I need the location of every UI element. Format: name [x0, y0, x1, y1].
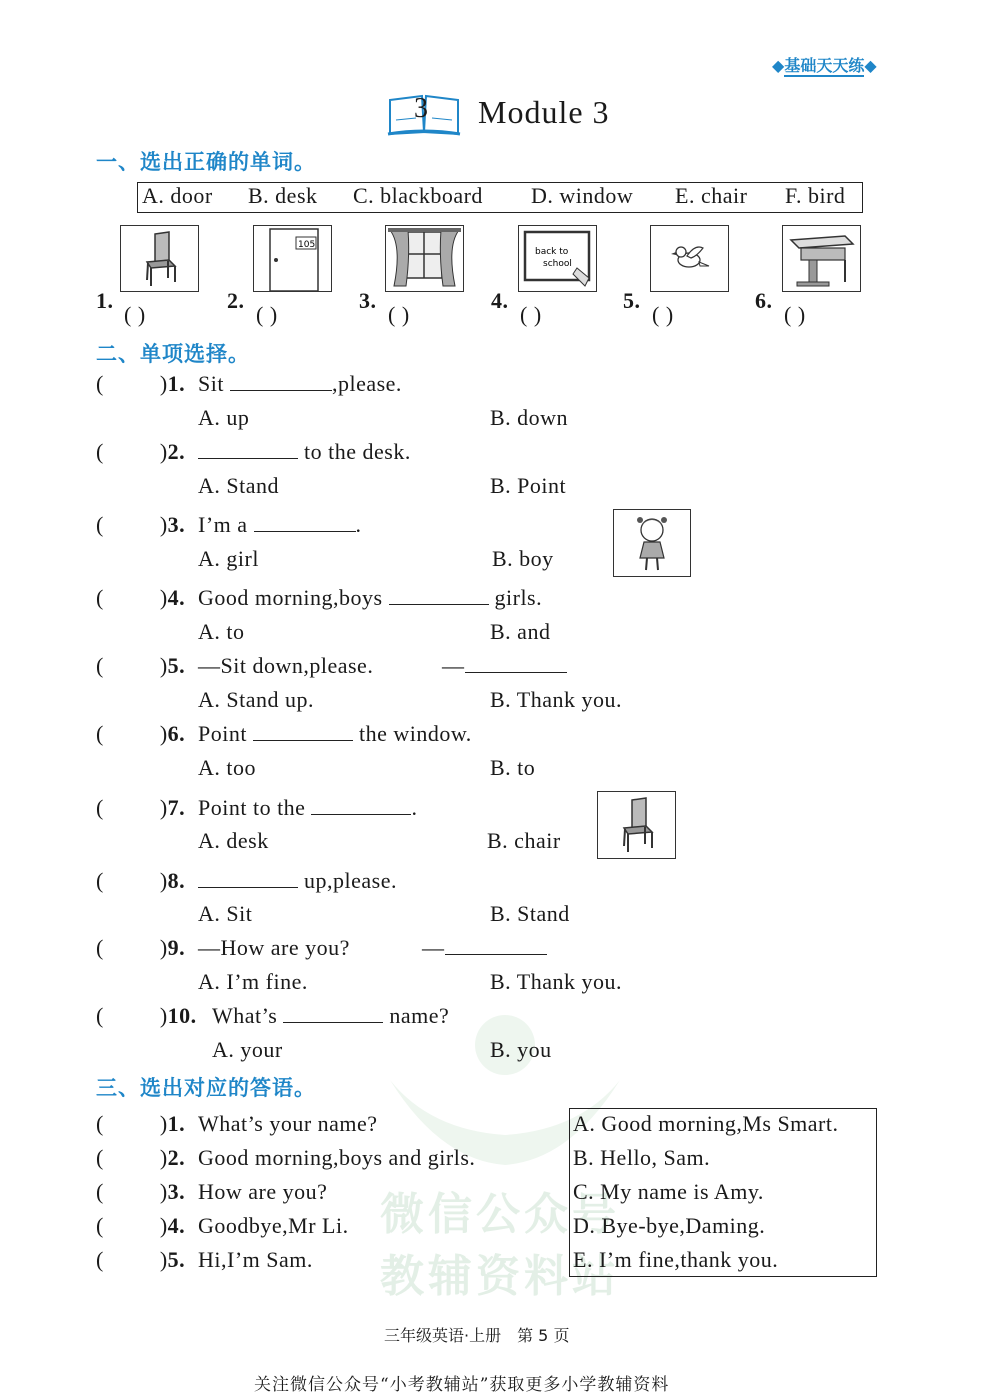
s2-q7-blank[interactable] — [311, 796, 411, 815]
s3-q4-paren[interactable]: ( )4. — [96, 1213, 186, 1238]
s3-q3-paren[interactable]: ( )3. — [96, 1179, 186, 1204]
s2-q8-option-a[interactable]: A. Sit — [198, 901, 253, 926]
s2-q5-paren[interactable]: ( )5. — [96, 653, 186, 678]
bird-icon — [650, 225, 729, 292]
s3-q3-text: How are you? — [198, 1179, 328, 1204]
s1-answer-5[interactable]: ( ) — [652, 302, 674, 327]
chair-icon — [597, 791, 676, 859]
s2-q6-option-b[interactable]: B. to — [490, 755, 536, 780]
section2-title: 二、单项选择。 — [96, 342, 250, 366]
s1-answer-1[interactable]: ( ) — [124, 302, 146, 327]
s3-answer-b: B. Hello, Sam. — [573, 1145, 711, 1170]
s3-q5-paren[interactable]: ( )5. — [96, 1247, 186, 1272]
s3-answer-c: C. My name is Amy. — [573, 1179, 764, 1204]
s2-q6-option-a[interactable]: A. too — [198, 755, 256, 780]
s3-q2-paren[interactable]: ( )2. — [96, 1145, 186, 1170]
s2-q4-blank[interactable] — [389, 586, 489, 605]
header-tag: ◆基础天天练◆ — [772, 56, 877, 75]
s2-q5-option-a[interactable]: A. Stand up. — [198, 687, 314, 712]
s2-q5-option-b[interactable]: B. Thank you. — [490, 687, 622, 712]
s1-answer-4[interactable]: ( ) — [520, 302, 542, 327]
word-bank — [137, 182, 863, 213]
s1-num-3: 3. — [359, 288, 377, 313]
s2-q7-option-b[interactable]: B. chair — [487, 828, 561, 853]
s2-q9-paren[interactable]: ( )9. — [96, 935, 186, 960]
s2-q7-paren[interactable]: ( )7. — [96, 795, 186, 820]
s1-answer-6[interactable]: ( ) — [784, 302, 806, 327]
s2-q3-blank[interactable] — [254, 513, 356, 532]
s2-q9-option-b[interactable]: B. Thank you. — [490, 969, 622, 994]
s2-q2-blank[interactable] — [198, 440, 298, 459]
s2-q6-stem: Point the window. — [198, 721, 472, 746]
s2-q2-paren[interactable]: ( )2. — [96, 439, 186, 464]
s1-num-1: 1. — [96, 288, 114, 313]
page-title: Module 3 — [478, 94, 610, 130]
s2-q9-option-a[interactable]: A. I’m fine. — [198, 969, 308, 994]
door-icon — [253, 225, 332, 292]
watermark-line2: 教辅资料站 — [380, 1251, 620, 1302]
footer-note: 关注微信公众号“小考教辅站”获取更多小学教辅资料 — [254, 1375, 670, 1395]
s2-q6-blank[interactable] — [253, 722, 353, 741]
s2-q5-stem: —Sit down,please. — [198, 653, 374, 678]
s2-q10-blank[interactable] — [283, 1004, 383, 1023]
s1-answer-3[interactable]: ( ) — [388, 302, 410, 327]
s3-answer-a: A. Good morning,Ms Smart. — [573, 1111, 839, 1136]
s1-num-4: 4. — [491, 288, 509, 313]
blackboard-icon — [518, 225, 597, 292]
s3-q5-text: Hi,I’m Sam. — [198, 1247, 313, 1272]
s3-q2-text: Good morning,boys and girls. — [198, 1145, 476, 1170]
s3-q1-text: What’s your name? — [198, 1111, 378, 1136]
desk-icon — [782, 225, 861, 292]
word-f: F. bird — [785, 183, 846, 208]
s3-answer-d: D. Bye-bye,Daming. — [573, 1213, 766, 1238]
watermark-line1: 微信公众号 — [380, 1189, 620, 1240]
s2-q2-stem: to the desk. — [198, 439, 411, 465]
s2-q1-paren[interactable]: ( )1. — [96, 371, 186, 396]
s2-q3-stem: I’m a . — [198, 512, 362, 537]
board-text-1: back to — [535, 247, 569, 257]
s2-q6-paren[interactable]: ( )6. — [96, 721, 186, 746]
s2-q8-stem: up,please. — [198, 868, 397, 894]
s2-q5-reply: — — [442, 653, 567, 679]
s2-q4-paren[interactable]: ( )4. — [96, 585, 186, 610]
word-c: C. blackboard — [353, 183, 483, 208]
s2-q9-blank[interactable] — [445, 936, 547, 955]
s2-q8-option-b[interactable]: B. Stand — [490, 901, 570, 926]
s2-q4-stem: Good morning,boys girls. — [198, 585, 543, 610]
word-a: A. door — [142, 183, 213, 208]
s2-q3-option-a[interactable]: A. girl — [198, 546, 259, 571]
window-icon — [385, 225, 464, 292]
s2-q3-paren[interactable]: ( )3. — [96, 512, 186, 537]
s2-q1-option-b[interactable]: B. down — [490, 405, 569, 430]
section3-title: 三、选出对应的答语。 — [96, 1076, 316, 1100]
s2-q1-blank[interactable] — [230, 372, 332, 391]
s3-q4-text: Goodbye,Mr Li. — [198, 1213, 349, 1238]
diamond-icon: ◆ — [772, 56, 785, 75]
girl-icon — [613, 509, 691, 577]
s2-q7-stem: Point to the . — [198, 795, 418, 820]
s2-q3-option-b[interactable]: B. boy — [492, 546, 554, 571]
s2-q2-option-a[interactable]: A. Stand — [198, 473, 279, 498]
s1-num-6: 6. — [755, 288, 773, 313]
s3-answer-e: E. I’m fine,thank you. — [573, 1247, 779, 1272]
s2-q10-option-b[interactable]: B. you — [490, 1037, 552, 1062]
word-d: D. window — [531, 183, 634, 208]
chair-icon — [120, 225, 199, 292]
s1-num-5: 5. — [623, 288, 641, 313]
page-number: 三年级英语·上册 第 5 页 — [384, 1326, 570, 1345]
s2-q10-paren[interactable]: ( )10. — [96, 1003, 197, 1028]
s2-q9-reply: — — [422, 935, 547, 961]
s2-q9-stem: —How are you? — [198, 935, 350, 960]
s1-answer-2[interactable]: ( ) — [256, 302, 278, 327]
word-e: E. chair — [675, 183, 748, 208]
word-b: B. desk — [248, 183, 318, 208]
s2-q1-option-a[interactable]: A. up — [198, 405, 250, 430]
s2-q5-blank[interactable] — [465, 654, 567, 673]
diamond-icon: ◆ — [864, 56, 877, 75]
board-text-2: school — [543, 259, 572, 269]
door-number: 105 — [298, 240, 316, 250]
module-number: 3 — [414, 93, 428, 124]
s2-q7-option-a[interactable]: A. desk — [198, 828, 269, 853]
section1-title: 一、选出正确的单词。 — [96, 150, 316, 174]
s2-q10-stem: What’s name? — [212, 1003, 450, 1028]
s2-q2-option-b[interactable]: B. Point — [490, 473, 567, 498]
s2-q4-option-b[interactable]: B. and — [490, 619, 551, 644]
s1-num-2: 2. — [227, 288, 245, 313]
s2-q1-stem: Sit ,please. — [198, 371, 402, 396]
s2-q8-paren[interactable]: ( )8. — [96, 868, 186, 893]
s2-q10-option-a[interactable]: A. your — [212, 1037, 283, 1062]
s3-q1-paren[interactable]: ( )1. — [96, 1111, 186, 1136]
s2-q4-option-a[interactable]: A. to — [198, 619, 245, 644]
s2-q8-blank[interactable] — [198, 869, 298, 888]
